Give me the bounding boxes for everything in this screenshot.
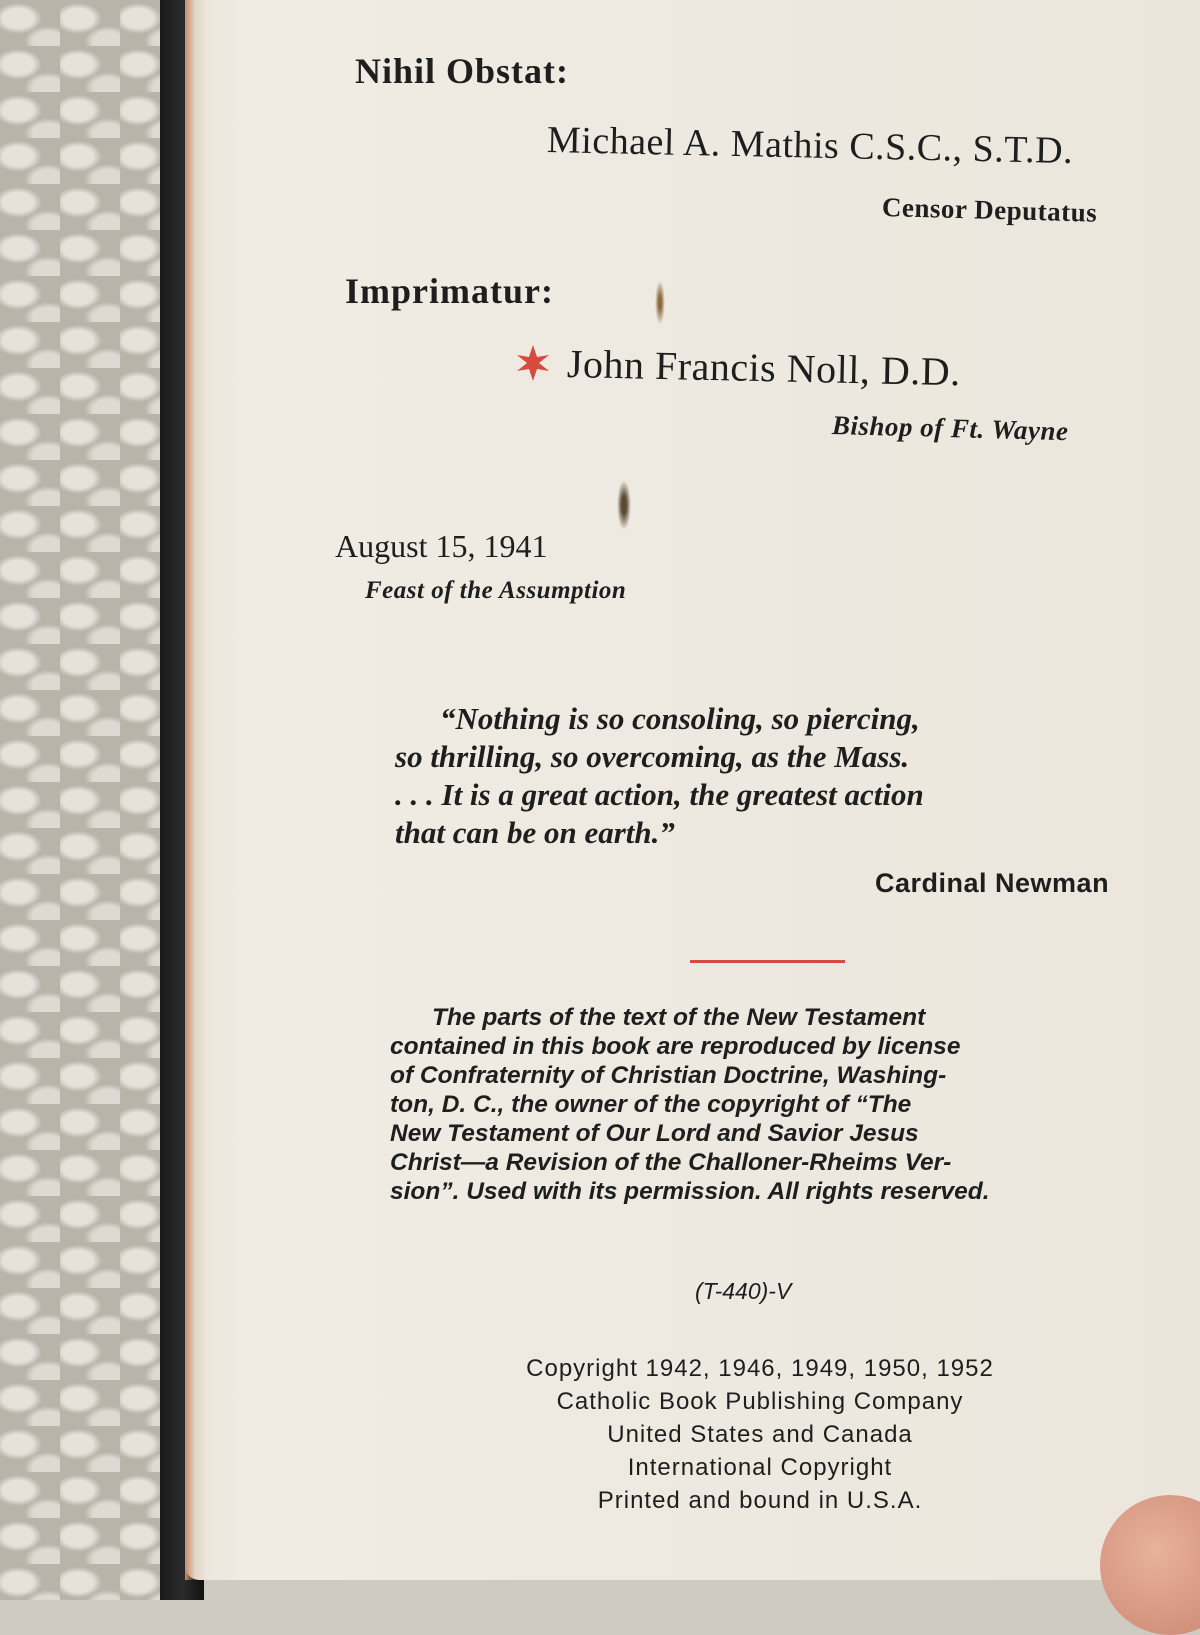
page-stain: [655, 280, 665, 325]
book-page: [185, 0, 1200, 1580]
quote-line: so thrilling, so overcoming, as the Mass.: [395, 739, 910, 774]
quote-author: Cardinal Newman: [875, 868, 1110, 898]
catalog-code: (T-440)-V: [695, 1278, 792, 1304]
copyright-line: United States and Canada: [607, 1421, 913, 1448]
imprimatur-label: Imprimatur:: [345, 271, 554, 311]
copyright-line: International Copyright: [627, 1454, 893, 1481]
license-line: ton, D. C., the owner of the copyright of “The: [390, 1091, 912, 1118]
license-line: contained in this book are reproduced by license: [390, 1033, 961, 1060]
bishop-name: John Francis Noll, D.D.: [566, 341, 962, 395]
copyright-block: [435, 1352, 1085, 1517]
approval-date: August 15, 1941: [335, 528, 548, 564]
copyright-line: Copyright 1942, 1946, 1949, 1950, 1952: [526, 1355, 994, 1382]
censor-title: Censor Deputatus: [881, 192, 1098, 228]
license-line: The parts of the text of the New Testament: [432, 1004, 926, 1031]
license-line: Christ—a Revision of the Challoner-Rheims Ver-: [390, 1149, 952, 1176]
newman-quote: [395, 700, 1175, 852]
red-divider: [690, 960, 845, 963]
quote-line: “Nothing is so consoling, so piercing,: [440, 701, 920, 736]
quote-line: . . . It is a great action, the greatest action: [395, 777, 924, 812]
license-notice: [390, 1003, 1140, 1206]
censor-name: Michael A. Mathis C.S.C., S.T.D.: [546, 119, 1074, 173]
feast-name: Feast of the Assumption: [365, 577, 627, 604]
copyright-line: Catholic Book Publishing Company: [556, 1388, 964, 1415]
license-line: sion”. Used with its permission. All rights reserved.: [390, 1178, 990, 1205]
quote-line: that can be on earth.”: [395, 815, 675, 850]
nihil-obstat-label: Nihil Obstat:: [355, 51, 570, 91]
carpet-background: [0, 0, 175, 1600]
bishop-title: Bishop of Ft. Wayne: [831, 410, 1069, 447]
red-cross-icon: [513, 343, 553, 383]
page-stain: [617, 480, 631, 530]
license-line: of Confraternity of Christian Doctrine, Washing-: [390, 1062, 947, 1089]
license-line: New Testament of Our Lord and Savior Jesus: [390, 1120, 919, 1147]
copyright-line: Printed and bound in U.S.A.: [597, 1487, 923, 1514]
